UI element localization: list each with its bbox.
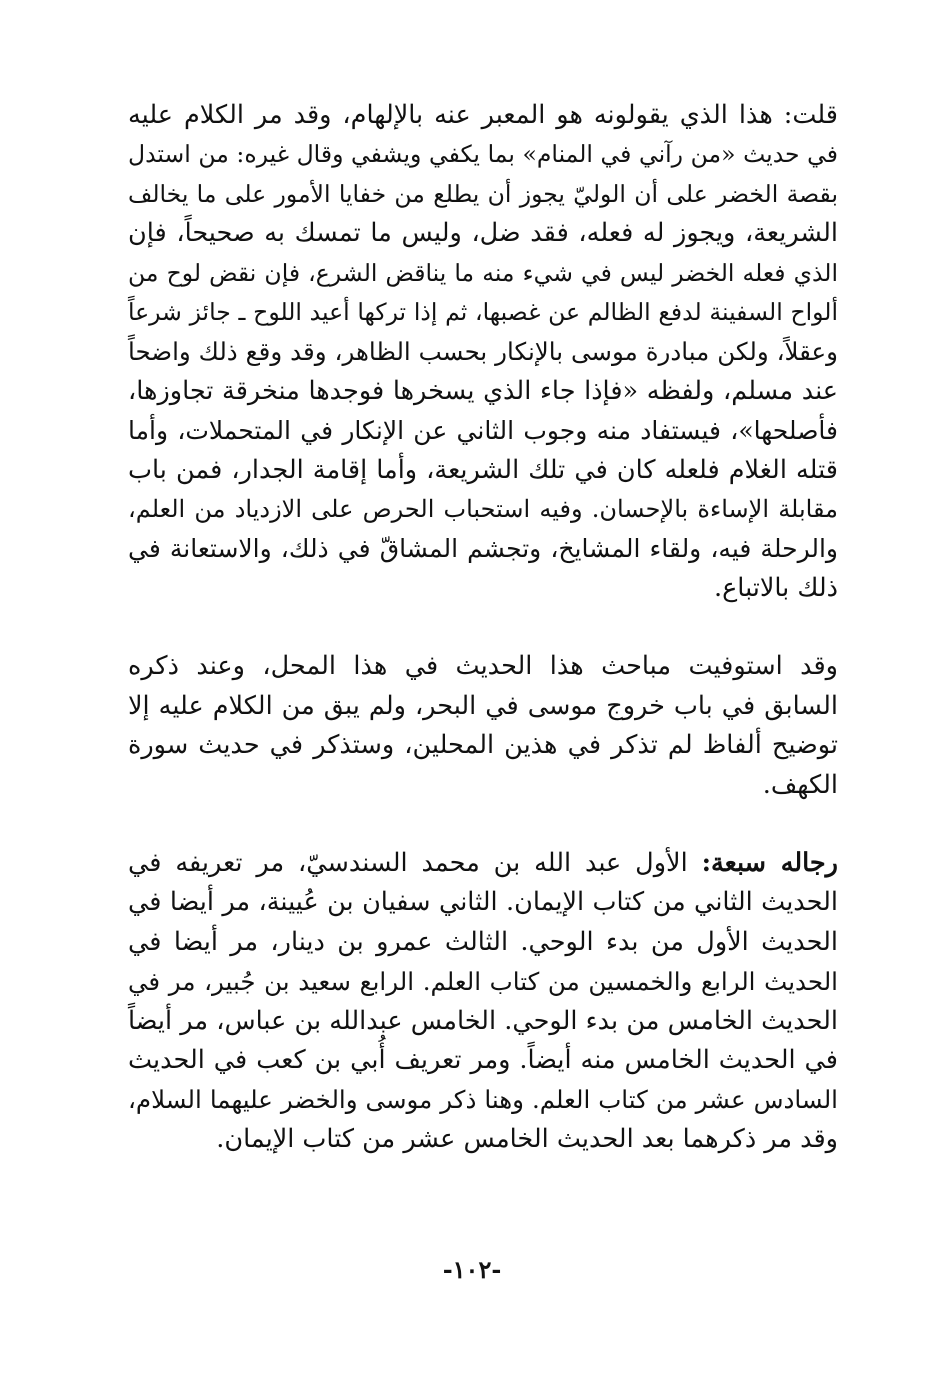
paragraph-line: وعقلاً، ولكن مبادرة موسى بالإنكار بحسب الظاهر، وقد وقع ذلك واضحاً (128, 337, 838, 367)
paragraph-line: والرحلة فيه، ولقاء المشايخ، وتجشم المشاقّ في ذلك، والاستعانة في (128, 534, 838, 564)
paragraph-line: مقابلة الإساءة بالإحسان. وفيه استحباب الحرص على الازدياد من العلم، (128, 495, 838, 524)
document-page (128, 96, 838, 1198)
paragraph-line: الشريعة، ويجوز له فعله، فقد ضل، وليس ما تمسك به صحيحاً، فإن (128, 218, 838, 249)
paragraph-line: وقد استوفيت مباحث هذا الحديث في هذا المحل، وعند ذكره (128, 651, 838, 682)
paragraph-line: الحديث الرابع والخمسين من كتاب العلم. الرابع سعيد بن جُبير، مر في (128, 967, 838, 997)
paragraph-2 (128, 647, 838, 805)
paragraph-line: ذلك بالاتباع. (713, 572, 838, 603)
paragraph-line: وقد مر ذكرهما بعد الحديث الخامس عشر من كتاب الإيمان. (216, 1123, 838, 1154)
paragraph-line-with-lead (128, 844, 838, 883)
paragraph-line: بقصة الخضر على أن الوليّ يجوز أن يطلع من خفايا الأمور على ما يخالف (128, 179, 838, 208)
paragraph-line: قلت: هذا الذي يقولونه هو المعبر عنه بالإلهام، وقد مر الكلام عليه (128, 100, 838, 130)
section-lead-heading: رجاله سبعة: (701, 847, 839, 878)
paragraph-line: عند مسلم، ولفظه «فإذا جاء الذي يسخرها فوجدها منخرقة تجاوزها، (128, 375, 838, 406)
paragraph-line-text: الأول عبد الله بن محمد السندسيّ، مر تعريفه في (128, 847, 702, 878)
paragraph-line: ألواح السفينة لدفع الظالم عن غصبها، ثم إذا تركها أعيد اللوح ـ جائز شرعاً (128, 298, 838, 327)
paragraph-line: توضيح ألفاظ لم تذكر في هذين المحلين، وستذكر في حديث سورة (128, 730, 838, 761)
paragraph-line: الذي فعله الخضر ليس في شيء منه ما يناقض الشرع، فإن نقض لوح من (128, 258, 838, 287)
paragraph-line: الحديث الخامس من بدء الوحي. الخامس عبدالله بن عباس، مر أيضاً (128, 1005, 838, 1036)
paragraph-line: قتله الغلام فلعله كان في تلك الشريعة، وأما إقامة الجدار، فمن باب (128, 454, 838, 485)
paragraph-line: في الحديث الخامس منه أيضاً. ومر تعريف أُبي بن كعب في الحديث (128, 1044, 838, 1075)
paragraph-line: فأصلحها»، فيستفاد منه وجوب الثاني عن الإنكار في المتحملات، وأما (128, 416, 838, 446)
paragraph-line: السابق في باب خروج موسى في البحر، ولم يبق من الكلام عليه إلا (128, 690, 838, 721)
paragraph-1 (128, 96, 838, 608)
page-number: -١٠٢- (442, 1255, 502, 1284)
paragraph-3 (128, 844, 838, 1159)
paragraph-line: الحديث الأول من بدء الوحي. الثالث عمرو بن دينار، مر أيضا في (128, 926, 838, 957)
paragraph-line: الكهف. (762, 769, 838, 800)
paragraph-line: في حديث «من رآني في المنام» بما يكفي ويشفي وقال غيره: من استدل (128, 140, 838, 169)
paragraph-line: السادس عشر من كتاب العلم. وهنا ذكر موسى والخضر عليهما السلام، (128, 1085, 838, 1115)
paragraph-line: الحديث الثاني من كتاب الإيمان. الثاني سفيان بن عُيينة، مر أيضا في (128, 887, 838, 918)
